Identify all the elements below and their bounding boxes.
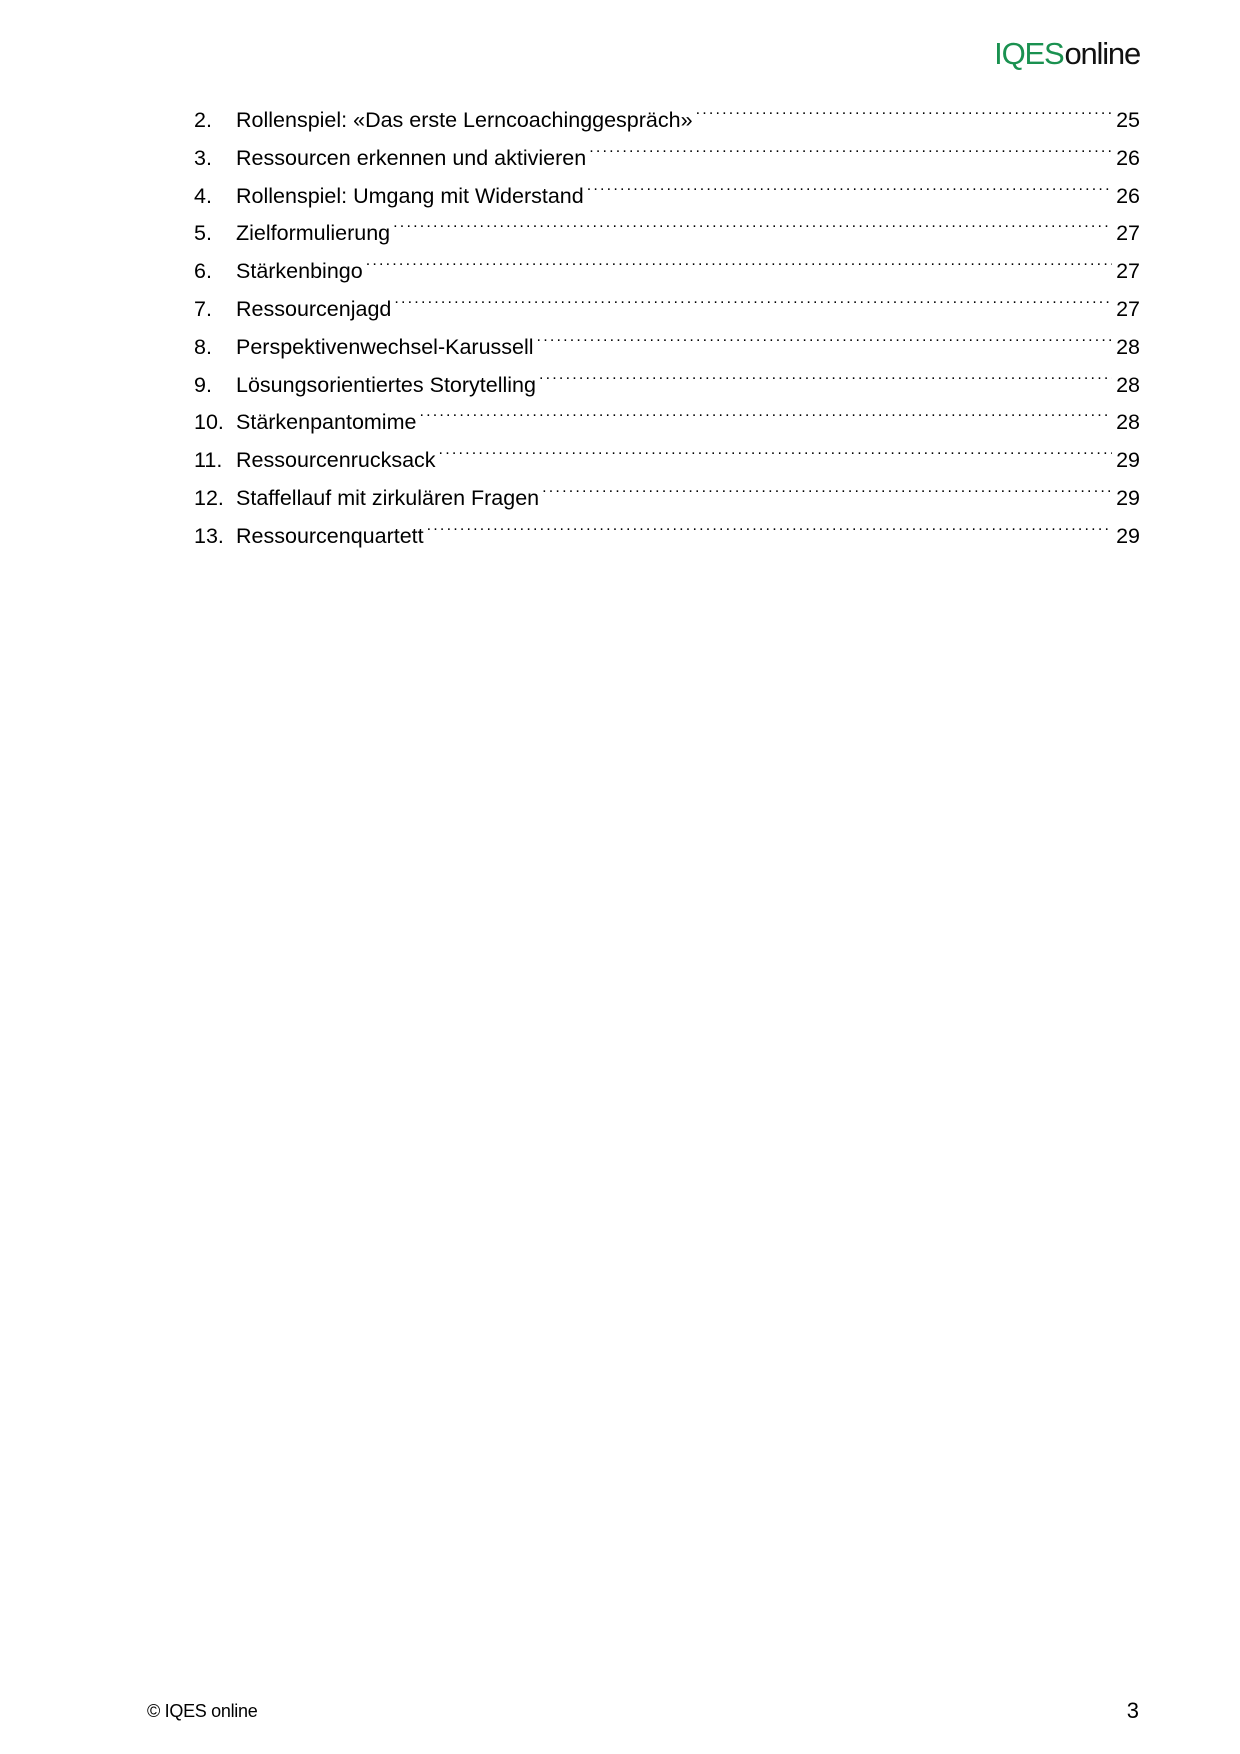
toc-entry-number: 8. bbox=[194, 334, 212, 359]
logo-suffix-text: online bbox=[1064, 36, 1140, 71]
toc-entry-number: 9. bbox=[194, 372, 212, 397]
toc-entry-number: 3. bbox=[194, 145, 212, 170]
toc-dot-leader bbox=[587, 175, 1112, 203]
toc-entry[interactable] bbox=[194, 515, 1140, 553]
toc-entry-title: Zielformulierung bbox=[236, 221, 391, 246]
toc-dot-leader bbox=[366, 250, 1112, 278]
toc-entry-number: 13. bbox=[194, 523, 224, 548]
toc-dot-leader bbox=[394, 288, 1112, 316]
toc-entry-title: Staffellauf mit zirkulären Fragen bbox=[236, 485, 540, 510]
toc-dot-leader bbox=[439, 439, 1113, 467]
toc-entry-page: 29 bbox=[1116, 485, 1140, 510]
toc-dot-leader bbox=[427, 515, 1112, 543]
toc-entry-number: 6. bbox=[194, 259, 212, 284]
toc-entry[interactable] bbox=[194, 99, 1140, 137]
toc-dot-leader bbox=[419, 401, 1112, 429]
toc-entry[interactable] bbox=[194, 401, 1140, 439]
toc-entry-page: 28 bbox=[1116, 334, 1140, 359]
toc-entry-page: 29 bbox=[1116, 523, 1140, 548]
toc-entry-number: 10. bbox=[194, 410, 224, 435]
iqes-online-logo bbox=[994, 38, 1140, 69]
toc-dot-leader bbox=[542, 477, 1112, 505]
footer-page-number: 3 bbox=[1126, 1698, 1139, 1723]
toc-entry-page: 25 bbox=[1116, 108, 1140, 132]
toc-entry[interactable] bbox=[194, 175, 1140, 213]
toc-entry-title: Stärkenbingo bbox=[236, 259, 363, 284]
toc-dot-leader bbox=[696, 99, 1113, 127]
toc-entry[interactable] bbox=[194, 212, 1140, 250]
toc-entry-number: 4. bbox=[194, 183, 212, 208]
toc-entry-number: 5. bbox=[194, 221, 212, 246]
toc-entry[interactable] bbox=[194, 288, 1140, 326]
toc-entry-title: Ressourcen erkennen und aktivieren bbox=[236, 145, 587, 170]
toc-entry-page: 28 bbox=[1116, 410, 1140, 435]
toc-entry[interactable] bbox=[194, 477, 1140, 515]
logo-brand-text: IQES bbox=[994, 36, 1064, 71]
toc-entry-page: 26 bbox=[1116, 145, 1140, 170]
toc-entry[interactable] bbox=[194, 364, 1140, 402]
footer-copyright: © IQES online bbox=[147, 1701, 258, 1721]
toc-entry[interactable] bbox=[194, 137, 1140, 175]
toc-entry[interactable] bbox=[194, 250, 1140, 288]
toc-entry[interactable] bbox=[194, 439, 1140, 477]
toc-entry-number: 12. bbox=[194, 485, 224, 510]
toc-entry-title: Lösungsorientiertes Storytelling bbox=[236, 372, 536, 397]
toc-entry-number: 2. bbox=[194, 108, 212, 132]
toc-entry-title: Ressourcenquartett bbox=[236, 523, 424, 548]
toc-entry-number: 7. bbox=[194, 296, 212, 321]
toc-entry-title: Ressourcenrucksack bbox=[236, 448, 436, 473]
toc-entry-page: 28 bbox=[1116, 372, 1140, 397]
toc-dot-leader bbox=[589, 137, 1112, 165]
toc-entry-page: 27 bbox=[1116, 259, 1140, 284]
toc-entry-page: 27 bbox=[1116, 296, 1140, 321]
toc-entry-title: Rollenspiel: Umgang mit Widerstand bbox=[236, 183, 584, 208]
toc-dot-leader bbox=[537, 326, 1113, 354]
toc-entry-number: 11. bbox=[194, 448, 223, 473]
table-of-contents bbox=[194, 99, 1140, 553]
toc-entry-title: Ressourcenjagd bbox=[236, 296, 392, 321]
toc-entry-title: Perspektivenwechsel-Karussell bbox=[236, 334, 534, 359]
toc-dot-leader bbox=[539, 364, 1112, 392]
toc-dot-leader bbox=[393, 212, 1112, 240]
toc-entry-page: 29 bbox=[1116, 448, 1140, 473]
toc-entry-title: Rollenspiel: «Das erste Lerncoachinggespräch» bbox=[236, 108, 693, 132]
toc-entry-page: 26 bbox=[1116, 183, 1140, 208]
toc-entry[interactable] bbox=[194, 326, 1140, 364]
toc-entry-page: 27 bbox=[1116, 221, 1140, 246]
toc-entry-title: Stärkenpantomime bbox=[236, 410, 417, 435]
